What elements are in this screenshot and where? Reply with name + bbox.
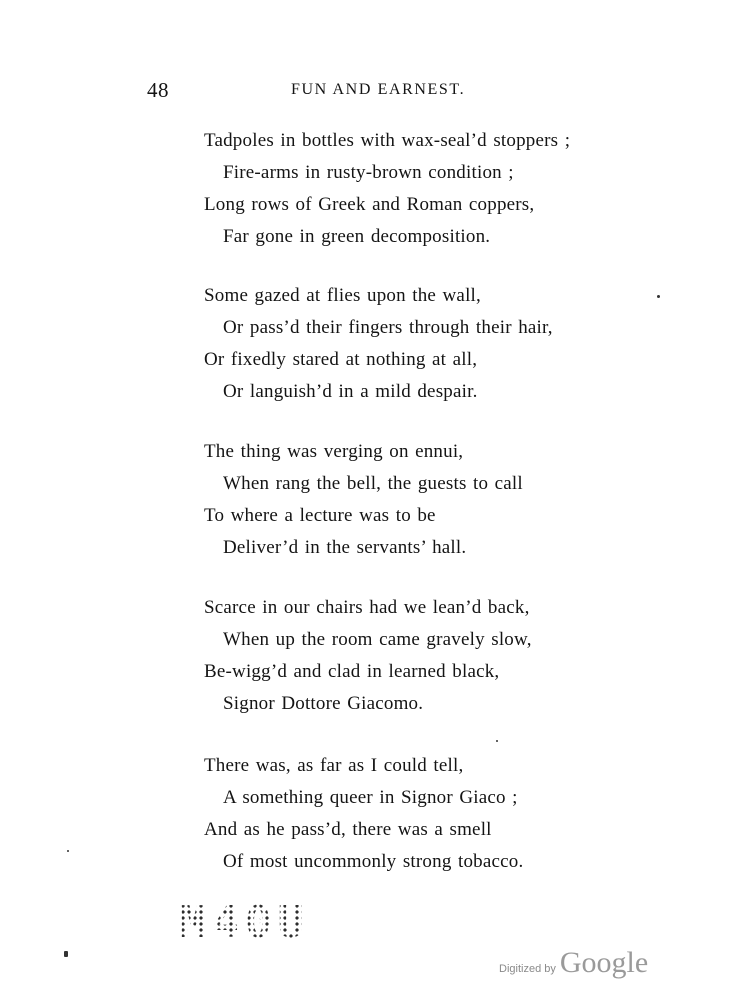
poem-line: Long rows of Greek and Roman coppers,	[204, 194, 535, 215]
scan-speck	[657, 295, 660, 298]
poem-line: Fire-arms in rusty-brown condition ;	[223, 162, 514, 183]
scan-speck	[64, 951, 68, 957]
poem-line: Or fixedly stared at nothing at all,	[204, 349, 478, 370]
page-number: 48	[147, 78, 169, 102]
poem-line: Of most uncommonly strong tobacco.	[223, 851, 524, 872]
poem-line: When up the room came gravely slow,	[223, 629, 532, 650]
poem-line: When rang the bell, the guests to call	[223, 473, 523, 494]
poem-line: A something queer in Signor Giaco ;	[223, 787, 518, 808]
poem-line: Be-wigg’d and clad in learned black,	[204, 661, 500, 682]
poem-line: Some gazed at flies upon the wall,	[204, 285, 481, 306]
watermark-brand: Google	[559, 946, 649, 979]
poem-line: There was, as far as I could tell,	[204, 755, 464, 776]
poem-line: And as he pass’d, there was a smell	[204, 819, 492, 840]
poem-line: Or pass’d their fingers through their hair,	[223, 317, 553, 338]
poem-line: Or languish’d in a mild despair.	[223, 381, 478, 402]
poem-line: The thing was verging on ennui,	[204, 441, 464, 462]
library-stamp: M40U	[180, 897, 310, 948]
poem-line: Signor Dottore Giacomo.	[223, 693, 424, 714]
running-head: FUN AND EARNEST.	[291, 81, 466, 98]
scan-speck	[67, 850, 69, 852]
poem-line: Scarce in our chairs had we lean’d back,	[204, 597, 530, 618]
poem-line: Far gone in green decomposition.	[223, 226, 491, 247]
google-watermark	[499, 946, 648, 980]
scan-speck	[496, 740, 498, 742]
poem-line: Tadpoles in bottles with wax-seal’d stoppers ;	[204, 130, 571, 151]
watermark-prefix: Digitized by	[499, 963, 556, 975]
poem-line: To where a lecture was to be	[204, 505, 436, 526]
poem-line: Deliver’d in the servants’ hall.	[223, 537, 467, 558]
